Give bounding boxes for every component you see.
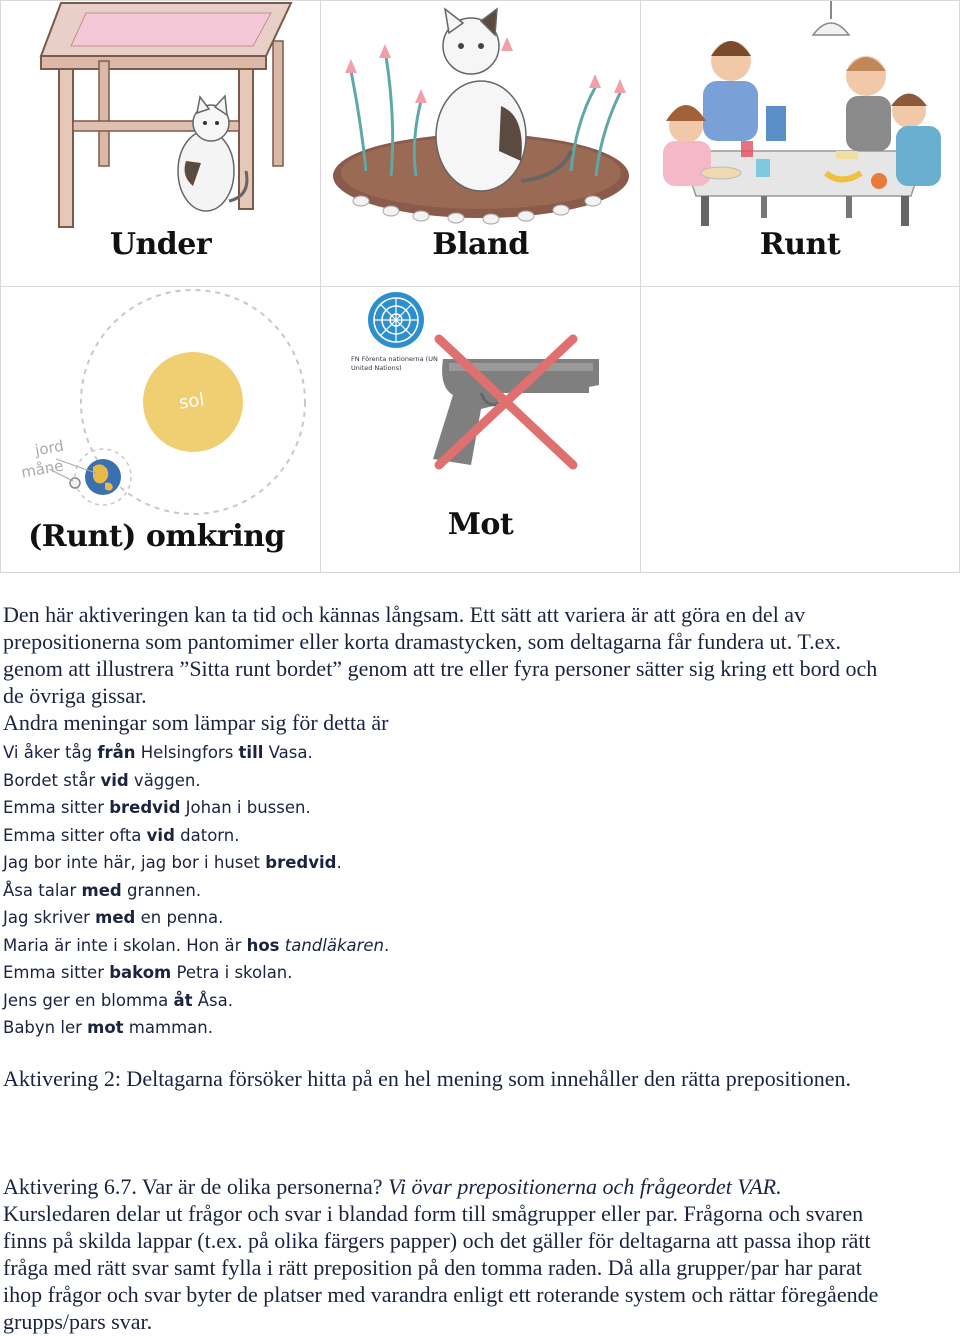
- example-sentence: Åsa talar med grannen.: [3, 880, 202, 900]
- example-sentence: Emma sitter bakom Petra i skolan.: [3, 963, 293, 982]
- family-around-table-illustration: [641, 1, 960, 231]
- card-empty: [640, 286, 960, 573]
- example-sentence: Maria är inte i skolan. Hon är hos tandläkaren.: [3, 935, 390, 955]
- cat-among-flowers-illustration: [321, 1, 641, 231]
- example-sentence: Jens ger en blomma åt Åsa.: [3, 990, 234, 1010]
- aktivering-line: ihop frågor och svar byter de platser med varandra enligt ett roterande system och rättar föregående: [3, 1282, 879, 1307]
- card-label-omkring: (Runt) omkring: [28, 519, 285, 554]
- example-sentence: Vi åker tåg från Helsingfors till Vasa.: [3, 743, 313, 762]
- un-against-weapons-illustration: [321, 287, 641, 507]
- example-sentence: Babyn ler mot mamman.: [3, 1018, 213, 1037]
- moon-shape: [70, 478, 80, 488]
- example-sentence: Jag bor inte här, jag bor i huset bredvid.: [3, 853, 342, 872]
- intro-paragraph: [3, 601, 953, 709]
- card-mot: [320, 286, 641, 573]
- example-sentence: Emma sitter ofta vid datorn.: [3, 825, 240, 845]
- example-sentence-list: [3, 739, 389, 1042]
- intro-line: prepositionerna som pantomimer eller korta dramastycken, som deltagarna får fundera ut. T.ex.: [3, 629, 841, 654]
- un-emblem-icon: [368, 292, 424, 348]
- aktivering-line: Kursledaren delar ut frågor och svar i blandad form till smågrupper eller par. Frågorna och svaren: [3, 1201, 864, 1226]
- earth-label: jord: [33, 436, 66, 460]
- example-sentence: Bordet står vid väggen.: [3, 770, 201, 790]
- picture-card-grid: [0, 0, 960, 573]
- card-label-mot: Mot: [447, 507, 514, 542]
- card-bland: [320, 0, 641, 287]
- aktivering-6-7-paragraph: [3, 1173, 953, 1335]
- un-caption-line1: FN Förenta nationerna (UN: [351, 355, 438, 363]
- aktivering-line: grupps/pars svar.: [3, 1309, 153, 1334]
- cat-under-table-illustration: [1, 1, 321, 231]
- examples-heading: Andra meningar som lämpar sig för detta är: [3, 710, 389, 735]
- example-sentence: Emma sitter bredvid Johan i bussen.: [3, 798, 311, 817]
- card-omkring: [0, 286, 321, 573]
- un-caption-line2: United Nations): [351, 364, 402, 372]
- aktivering-line: finns på skilda lappar (t.ex. på olika färgers papper) och det gäller för deltagarna att passa ihop rätt: [3, 1228, 871, 1253]
- sun-label: sol: [177, 389, 206, 414]
- card-runt: [640, 0, 960, 287]
- intro-line: Den här aktiveringen kan ta tid och kännas långsam. Ett sätt att variera är att göra en del av: [3, 602, 806, 627]
- aktivering-2-paragraph: Aktivering 2: Deltagarna försöker hitta på en hel mening som innehåller den rätta prepositionen.: [3, 1066, 851, 1091]
- card-label-bland: Bland: [432, 227, 529, 262]
- card-under: [0, 0, 321, 287]
- moon-label: måne: [19, 456, 65, 482]
- intro-line: de övriga gissar.: [3, 683, 147, 708]
- aktivering-line: fråga med rätt svar samt fylla i rätt preposition på den tomma raden. Då alla grupper/par har parat: [3, 1255, 862, 1280]
- example-sentence: Jag skriver med en penna.: [3, 908, 224, 927]
- intro-line: genom att illustrera ”Sitta runt bordet” genom att tre eller fyra personer sätter sig kring ett bord och: [3, 656, 878, 681]
- earth-moon-around-sun-illustration: [1, 287, 321, 527]
- card-label-runt: Runt: [759, 227, 841, 262]
- card-label-under: Under: [109, 227, 212, 262]
- aktivering-line: Aktivering 6.7. Var är de olika personerna? Vi övar prepositionerna och frågeordet VAR.: [3, 1174, 782, 1199]
